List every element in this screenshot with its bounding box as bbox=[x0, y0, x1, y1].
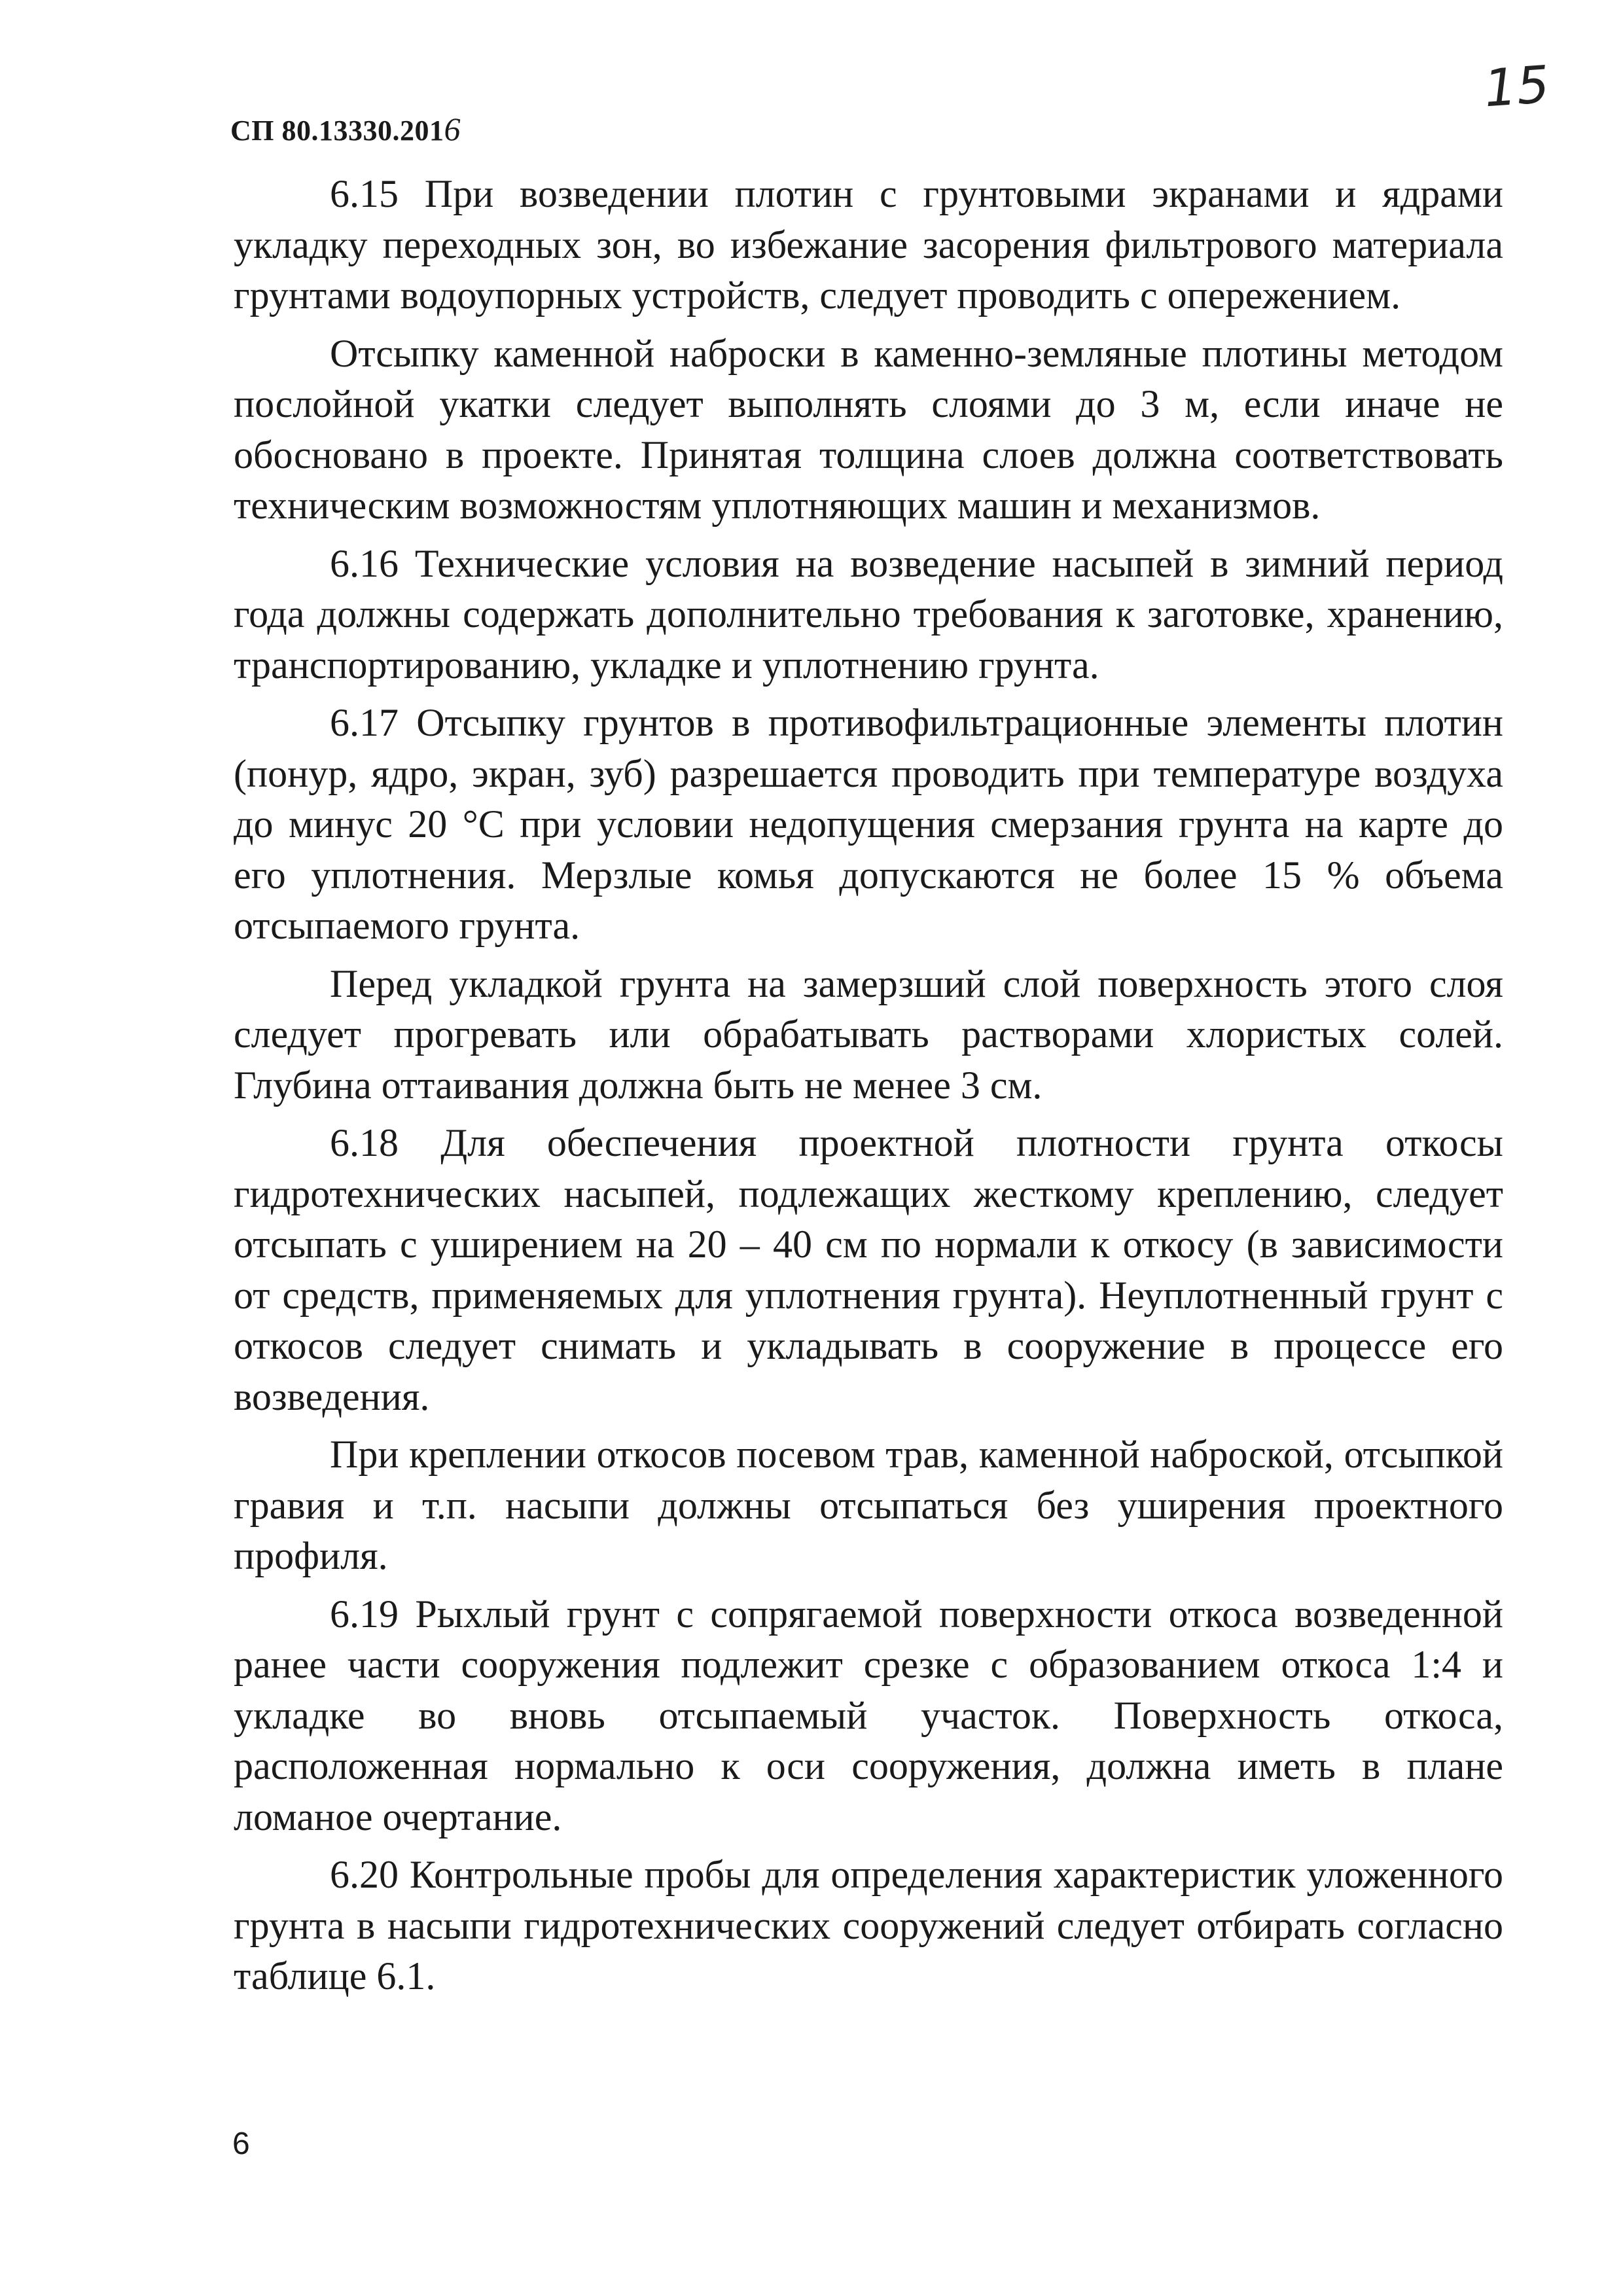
paragraph-6-15: 6.15 При возведении плотин с грунтовыми экранами и ядрами укладку переходных зон, во избежание засорения фильтрового материала грунтами водоупорных устройств, следует проводить с опережением. bbox=[234, 172, 1503, 317]
paragraph-frozen-layer: Перед укладкой грунта на замерзший слой поверхность этого слоя следует прогревать или обрабатывать растворами хлористых солей. Глубина оттаивания должна быть не менее 3 см. bbox=[234, 961, 1503, 1107]
paragraph-rock-fill: Отсыпку каменной наброски в каменно-земляные плотины методом послойной укатки следует выполнять слоями до 3 м, если иначе не обосновано в проекте. Принятая толщина слоев должна соответствовать техническим возможностям уплотняющих машин и механизмов. bbox=[234, 331, 1503, 527]
body-text bbox=[234, 169, 1503, 2009]
paragraph-6-19: 6.19 Рыхлый грунт с сопрягаемой поверхности откоса возведенной ранее части сооружения подлежит срезке с образованием откоса 1:4 и укладке во вновь отсыпаемый участок. Поверхность откоса, расположенная нормально к оси сооружения, должна иметь в плане ломаное очертание. bbox=[234, 1592, 1503, 1839]
document-code-handwritten-digit: 6 bbox=[444, 111, 461, 147]
paragraph-6-16: 6.16 Технические условия на возведение насыпей в зимний период года должны содержать дополнительно требования к заготовке, хранению, транспортированию, укладке и уплотнению грунта. bbox=[234, 541, 1503, 687]
handwritten-page-number: 15 bbox=[1482, 55, 1552, 119]
paragraph-slope-fixing: При креплении откосов посевом трав, каменной наброской, отсыпкой гравия и т.п. насыпи должны отсыпаться без уширения проектного профиля. bbox=[234, 1433, 1503, 1577]
paragraph-6-20: 6.20 Контрольные пробы для определения характеристик уложенного грунта в насыпи гидротехнических сооружений следует отбирать согласно таблице 6.1. bbox=[234, 1853, 1503, 1998]
page-number: 6 bbox=[232, 2126, 250, 2161]
document-code bbox=[230, 110, 461, 148]
paragraph-6-18: 6.18 Для обеспечения проектной плотности грунта откосы гидротехнических насыпей, подлежащих жесткому креплению, следует отсыпать с уширением на 20 – 40 см по нормали к откосу (в зависимости от средств, применяемых для уплотнения грунта). Неуплотненный грунт с откосов следует снимать и укладывать в сооружение в процессе его возведения. bbox=[234, 1121, 1503, 1418]
paragraph-6-17: 6.17 Отсыпку грунтов в противофильтрационные элементы плотин (понур, ядро, экран, зуб) разрешается проводить при температуре воздуха до минус 20 °С при условии недопущения смерзания грунта на карте до его уплотнения. Мерзлые комья допускаются не более 15 % объема отсыпаемого грунта. bbox=[234, 701, 1503, 947]
document-code-text: СП 80.13330.201 bbox=[230, 115, 444, 147]
